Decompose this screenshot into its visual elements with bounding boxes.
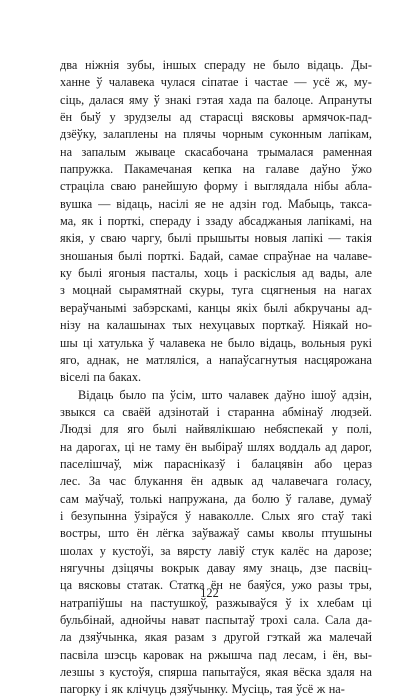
text-line: шолах у кустоўі, за вярсту лавіў стук калёс на дарозе; <box>60 543 372 558</box>
text-line: востры, што ён лёгка заўважаў самы кволы птушыны <box>60 526 372 541</box>
text-line: ца вясковы статак. Статка ён не баяўся, ужо разы тры, <box>60 578 372 593</box>
text-line: дзёўку, залаплены на плячы чорным суконным лапікам, <box>60 127 372 142</box>
body-text <box>60 57 372 699</box>
page-number: 122 <box>200 586 219 600</box>
text-line: ён быў у зрудзелы ад старасці вясковы армячок-пад- <box>60 110 372 125</box>
paragraph <box>60 387 372 699</box>
text-line: нягучны дзіцячы вокрык давау яму знаць, дзе пасвіц- <box>60 560 372 575</box>
text-line: ханне ў чалавека чулася сіпатае і частае — усё ж, му- <box>60 75 372 90</box>
text-line: звыкся са сваёй адзінотай і старанна абмінаў людзей. <box>60 404 372 419</box>
text-line: зношаныя былі порткі. Бадай, самае спраўнае на чалаве- <box>60 248 372 263</box>
text-line: Людзі для яго былі найвялікшаю небяспекай у полі, <box>60 422 372 437</box>
text-line: натрапіўшы на пастушкоў, разжываўся ў іх хлебам ці <box>60 595 372 610</box>
text-line: паселішчаў, між парасніказў і балацявін або цераз <box>60 456 372 471</box>
text-line: ма, як і порткі, спераду і ззаду абсаджаныя лапікамі, на <box>60 214 372 229</box>
text-line: з моцнай сырамятнай скуры, туга сцягненыя на нагах <box>60 283 372 298</box>
text-line: шы ці хатулька ў чалавека не было відаць, вольныя рукі <box>60 335 372 350</box>
text-line: сіць, далася яму ў знакі гэтая хада па балоце. Апрануты <box>60 92 372 107</box>
text-line: і безупынна ўзіраўся ў наваколле. Слых яго стаў такі <box>60 508 372 523</box>
text-line: сам маўчаў, толькі напружана, да болю ў галаве, думаў <box>60 491 372 506</box>
text-line: на запалым жываце скасабочана трымалася раменная <box>60 144 372 159</box>
text-line: пагорку і як клічуць дзяўчынку. Мусіць, тая ўсё ж на- <box>60 682 345 697</box>
text-line: ла дзяўчынка, якая разам з другой гэткай жа малечай <box>60 630 372 645</box>
text-line: яго, аднак, не матляліся, а напаўсагнутыя насцярожана <box>60 352 372 367</box>
paragraph <box>60 57 372 387</box>
text-line: вераўчанымі забэрскамі, канцы якіх былі абкручаны ад- <box>60 300 372 315</box>
text-line: страціла сваю ранейшую форму і выглядала нібы абла- <box>60 179 372 194</box>
text-line: пасвіла шэсць каровак на ржышча пад лесам, і ён, вы- <box>60 647 372 662</box>
text-line: вушка — відаць, насілі яе не адзін год. Мабыць, такса- <box>60 196 372 211</box>
text-line: лезшы з кустоўя, спярша папытаўся, якая вёска здаля на <box>60 665 372 680</box>
text-line: ку былі ягоныя пасталы, хоць і раскіслыя ад вады, але <box>60 266 372 281</box>
text-line: Відаць было па ўсім, што чалавек даўно ішоў адзін, <box>78 387 372 402</box>
text-line: віселі па баках. <box>60 370 142 385</box>
text-line: папружка. Пакамечаная кепка на галаве даўно ўжо <box>60 162 372 177</box>
text-line: лес. За час блукання ён адвык ад чалавечага голасу, <box>60 474 372 489</box>
text-line: нізу на калашынах тых нехуцавых порткаў. Ніякай но- <box>60 318 372 333</box>
text-line: бульбінай, аднойчы нават паспытаў трохі сала. Сала да- <box>60 613 372 627</box>
text-line: два ніжнія зубы, іншых спераду не было відаць. Ды- <box>60 58 372 72</box>
text-line: на дарогах, ці не таму ён выбіраў шлях воддаль ад дарог, <box>60 439 372 454</box>
text-line: якія, у сваю чаргу, былі прышыты новыя лапікі — такія <box>60 231 372 246</box>
